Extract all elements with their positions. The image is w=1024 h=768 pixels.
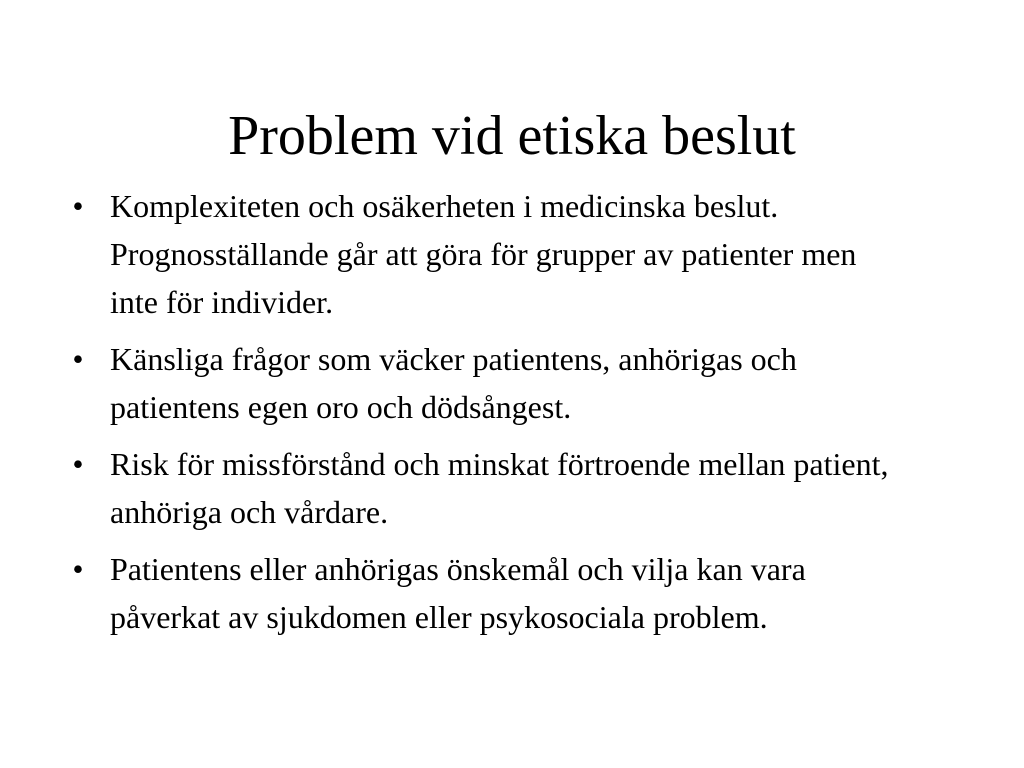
bullet-item — [68, 545, 908, 641]
bullet-item — [68, 440, 908, 536]
bullet-text: Patientens eller anhörigas önskemål och vilja kan vara påverkat av sjukdomen eller psykosociala problem. — [110, 551, 806, 635]
bullet-text: Känsliga frågor som väcker patientens, anhörigas och patientens egen oro och dödsångest. — [110, 341, 797, 425]
bullet-item — [68, 335, 908, 431]
bullet-item — [68, 182, 908, 326]
bullet-icon: • — [72, 188, 84, 224]
bullet-icon: • — [72, 551, 84, 587]
bullet-text: Komplexiteten och osäkerheten i medicinska beslut. Prognosställande går att göra för grupper av patienter men inte för individer. — [110, 188, 857, 320]
slide-title: Problem vid etiska beslut — [228, 105, 796, 167]
bullet-list — [68, 182, 908, 650]
bullet-icon: • — [72, 341, 84, 377]
bullet-icon: • — [72, 446, 84, 482]
bullet-text: Risk för missförstånd och minskat förtroende mellan patient, anhöriga och vårdare. — [110, 446, 889, 530]
